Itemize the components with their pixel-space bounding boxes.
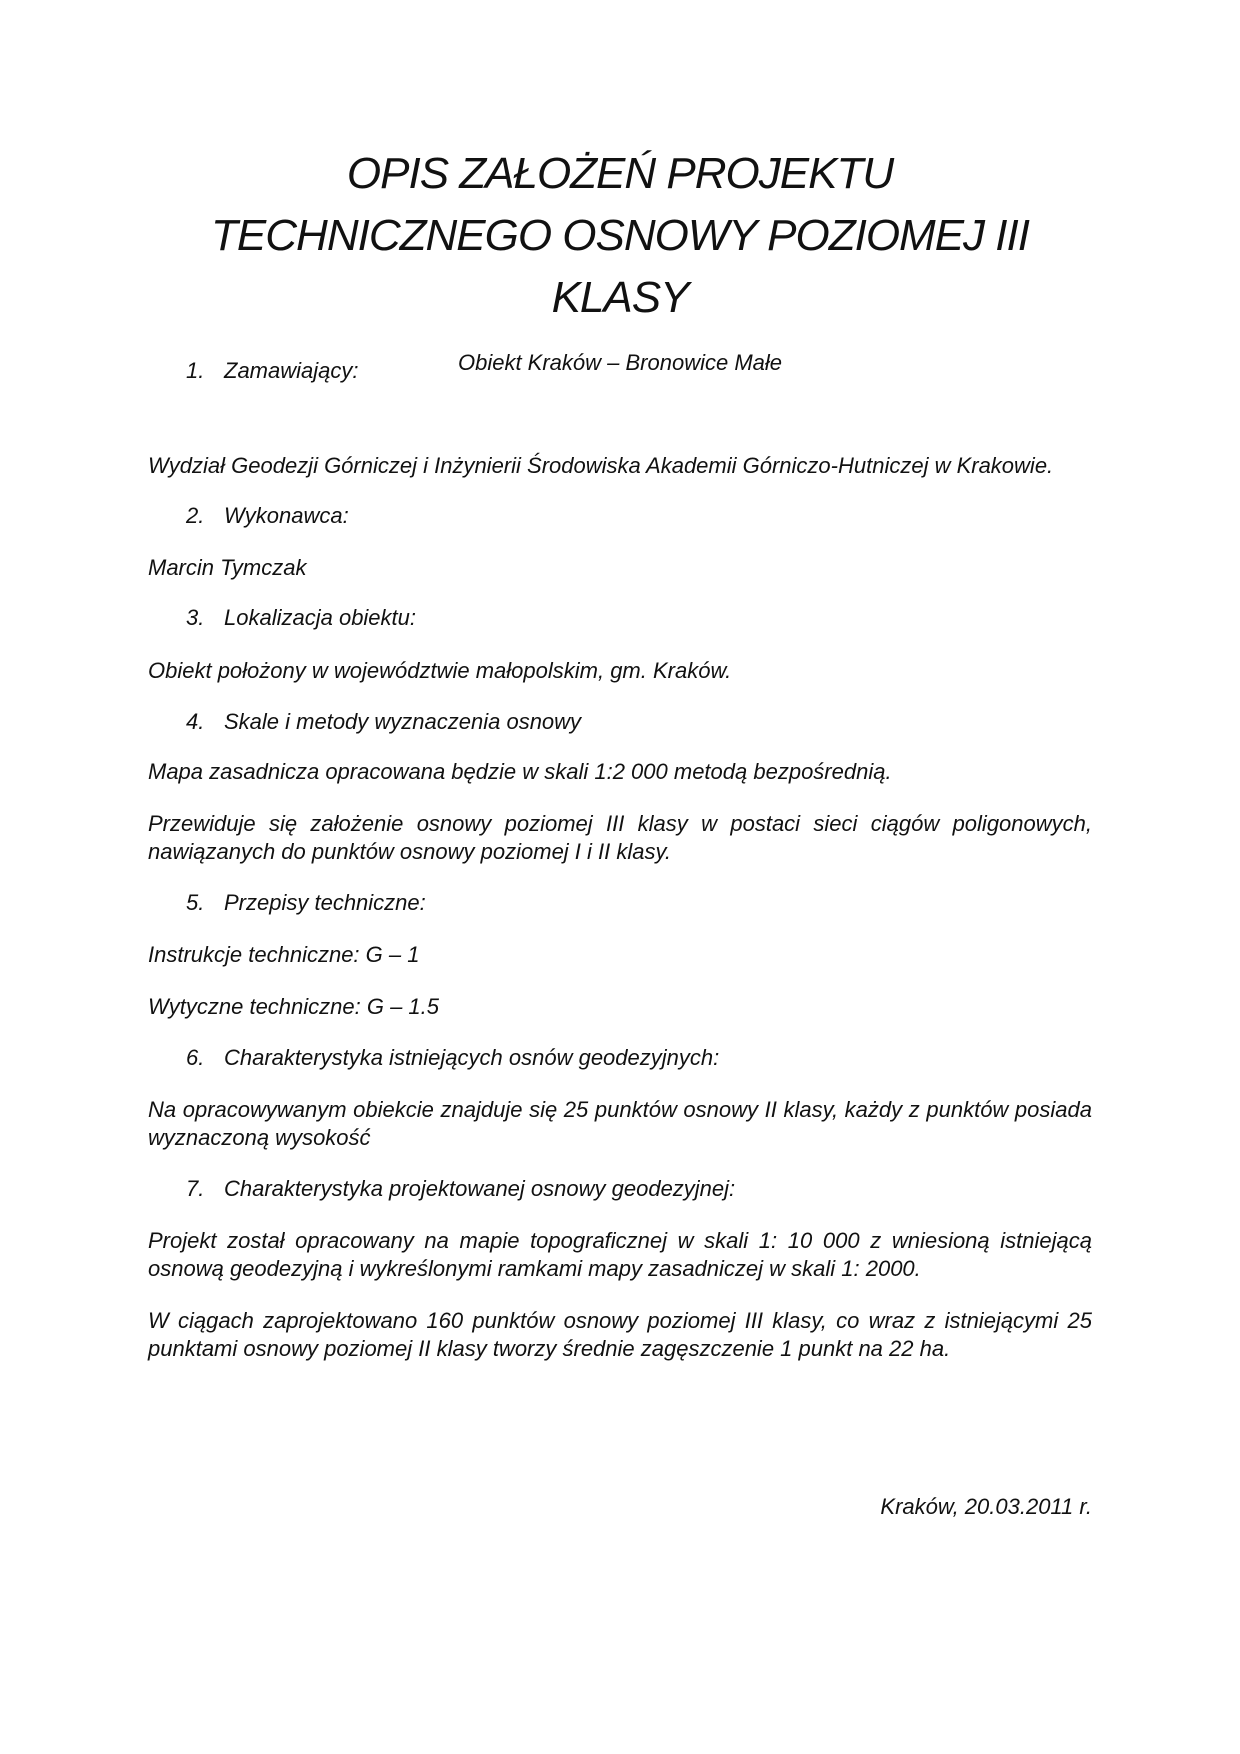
section-heading-text: Lokalizacja obiektu: <box>224 605 417 630</box>
section-4-paragraph-2: Przewiduje się założenie osnowy poziomej III klasy w postaci sieci ciągów poligonowych, nawiązanych do punktów osnowy poziomej I i II klasy. <box>148 811 1092 864</box>
section-7-paragraph-2: W ciągach zaprojektowano 160 punktów osnowy poziomej III klasy, co wraz z istniejącymi 25 punktami osnowy poziomej II klasy tworzy średnie zagęszczenie 1 punkt na 22 ha. <box>148 1308 1092 1361</box>
section-number: 6. <box>186 1045 205 1070</box>
document-subtitle: Obiekt Kraków – Bronowice Małe <box>457 350 783 375</box>
section-5-paragraph-2: Wytyczne techniczne: G – 1.5 <box>148 994 440 1019</box>
section-4-paragraph-1: Mapa zasadnicza opracowana będzie w skali 1:2 000 metodą bezpośrednią. <box>148 759 892 784</box>
section-heading-text: Przepisy techniczne: <box>224 890 426 915</box>
section-7-paragraph-1: Projekt został opracowany na mapie topograficznej w skali 1: 10 000 z wniesioną istniejącą osnową geodezyjną i wykreślonymi ramkami mapy zasadniczej w skali 1: 2000. <box>148 1228 1092 1281</box>
title-line-3: KLASY <box>551 273 689 322</box>
document-date: Kraków, 20.03.2011 r. <box>880 1494 1092 1519</box>
section-1-paragraph-1: Wydział Geodezji Górniczej i Inżynierii Środowiska Akademii Górniczo-Hutniczej w Krakowie. <box>148 453 1054 478</box>
section-heading-text: Wykonawca: <box>224 503 349 528</box>
section-heading-text: Charakterystyka projektowanej osnowy geodezyjnej: <box>224 1176 736 1201</box>
section-number: 5. <box>186 890 205 915</box>
section-5-heading <box>186 889 426 917</box>
section-heading-text: Skale i metody wyznaczenia osnowy <box>224 709 582 734</box>
section-5-paragraph-1: Instrukcje techniczne: G – 1 <box>148 942 420 967</box>
section-2-paragraph-1: Marcin Tymczak <box>148 555 307 580</box>
section-number: 2. <box>186 503 205 528</box>
section-6-paragraph-1: Na opracowywanym obiekcie znajduje się 25 punktów osnowy II klasy, każdy z punktów posiada wyznaczoną wysokość <box>148 1097 1092 1150</box>
section-2-heading <box>186 502 349 530</box>
section-number: 1. <box>186 358 205 383</box>
document-title <box>150 143 1090 329</box>
section-4-heading <box>186 708 581 736</box>
section-number: 4. <box>186 709 205 734</box>
section-3-heading <box>186 604 416 632</box>
title-line-1: OPIS ZAŁOŻEŃ PROJEKTU <box>346 149 894 198</box>
section-heading-text: Zamawiający: <box>224 358 359 383</box>
section-number: 7. <box>186 1176 205 1201</box>
section-6-heading <box>186 1044 719 1072</box>
title-line-2: TECHNICZNEGO OSNOWY POZIOMEJ III <box>211 211 1029 260</box>
section-heading-text: Charakterystyka istniejących osnów geodezyjnych: <box>224 1045 720 1070</box>
section-1-heading <box>186 357 358 385</box>
section-7-heading <box>186 1175 735 1203</box>
section-number: 3. <box>186 605 205 630</box>
section-3-paragraph-1: Obiekt położony w województwie małopolskim, gm. Kraków. <box>148 658 732 683</box>
